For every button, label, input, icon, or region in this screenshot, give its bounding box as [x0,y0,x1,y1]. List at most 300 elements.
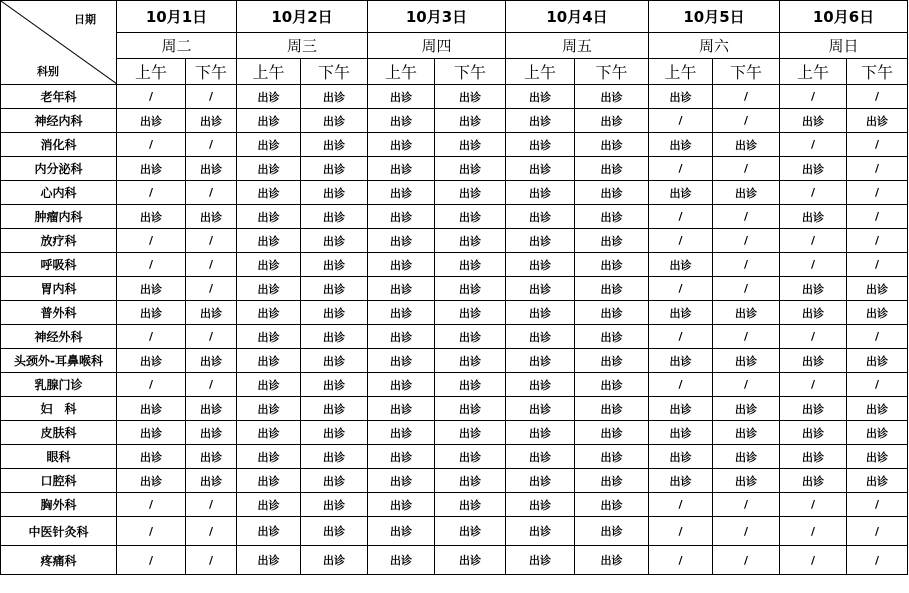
schedule-cell: 出诊 [368,349,435,373]
department-name: 普外科 [1,301,117,325]
schedule-cell: / [847,253,908,277]
morning-header: 上午 [649,58,713,84]
date-header: 10月6日 [780,1,908,33]
schedule-cell: 出诊 [368,397,435,421]
schedule-cell: 出诊 [117,445,186,469]
afternoon-header: 下午 [186,58,237,84]
schedule-cell: 出诊 [506,546,575,575]
schedule-cell: 出诊 [575,277,649,301]
weekday-header: 周五 [506,33,649,58]
schedule-cell: 出诊 [237,469,301,493]
table-row [1,229,908,253]
schedule-cell: 出诊 [847,469,908,493]
schedule-cell: 出诊 [186,397,237,421]
table-row [1,349,908,373]
schedule-cell: 出诊 [435,229,506,253]
schedule-cell: 出诊 [237,277,301,301]
schedule-cell: / [713,277,780,301]
schedule-cell: / [117,133,186,157]
schedule-cell: 出诊 [368,325,435,349]
schedule-cell: 出诊 [575,397,649,421]
schedule-cell: 出诊 [780,157,847,181]
schedule-cell: 出诊 [575,109,649,133]
schedule-cell: / [847,325,908,349]
schedule-cell: 出诊 [237,373,301,397]
schedule-cell: 出诊 [237,229,301,253]
schedule-cell: 出诊 [117,301,186,325]
schedule-cell: 出诊 [368,277,435,301]
schedule-cell: 出诊 [649,421,713,445]
schedule-cell: / [780,325,847,349]
schedule-cell: 出诊 [435,373,506,397]
schedule-cell: / [117,253,186,277]
schedule-cell: / [649,157,713,181]
department-name: 疼痛科 [1,546,117,575]
schedule-cell: 出诊 [649,349,713,373]
schedule-cell: / [713,325,780,349]
schedule-cell: 出诊 [237,397,301,421]
table-row [1,301,908,325]
schedule-cell: 出诊 [435,421,506,445]
schedule-cell: 出诊 [649,469,713,493]
department-name: 呼吸科 [1,253,117,277]
schedule-cell: 出诊 [368,229,435,253]
date-header: 10月1日 [117,1,237,33]
schedule-cell: 出诊 [435,157,506,181]
schedule-cell: 出诊 [780,277,847,301]
schedule-cell: 出诊 [506,325,575,349]
schedule-cell: 出诊 [506,517,575,546]
schedule-cell: / [186,253,237,277]
schedule-cell: 出诊 [237,546,301,575]
schedule-cell: 出诊 [575,445,649,469]
schedule-cell: 出诊 [713,469,780,493]
schedule-cell: / [117,229,186,253]
schedule-cell: 出诊 [237,133,301,157]
schedule-cell: 出诊 [780,445,847,469]
schedule-cell: / [780,253,847,277]
schedule-cell: / [117,85,186,109]
schedule-cell: / [847,373,908,397]
schedule-cell: / [649,229,713,253]
schedule-cell: 出诊 [301,493,368,517]
table-row [1,133,908,157]
schedule-cell: 出诊 [301,85,368,109]
schedule-cell: 出诊 [186,205,237,229]
schedule-cell: 出诊 [368,109,435,133]
schedule-cell: 出诊 [713,445,780,469]
schedule-cell: 出诊 [713,397,780,421]
schedule-cell: / [186,229,237,253]
schedule-cell: 出诊 [237,493,301,517]
schedule-cell: 出诊 [847,349,908,373]
department-name: 内分泌科 [1,157,117,181]
schedule-cell: 出诊 [117,349,186,373]
morning-header: 上午 [506,58,575,84]
schedule-cell: / [847,181,908,205]
schedule-cell: / [780,133,847,157]
date-header: 10月5日 [649,1,780,33]
schedule-cell: / [117,373,186,397]
schedule-cell: / [117,517,186,546]
schedule-cell: 出诊 [575,421,649,445]
department-name: 皮肤科 [1,421,117,445]
schedule-cell: 出诊 [301,133,368,157]
morning-header: 上午 [237,58,301,84]
schedule-cell: / [847,157,908,181]
schedule-cell: / [780,85,847,109]
department-name: 老年科 [1,85,117,109]
schedule-cell: / [649,517,713,546]
schedule-cell: 出诊 [368,301,435,325]
schedule-cell: 出诊 [117,469,186,493]
schedule-cell: 出诊 [506,277,575,301]
schedule-cell: 出诊 [368,493,435,517]
schedule-cell: / [713,373,780,397]
schedule-cell: 出诊 [575,181,649,205]
schedule-cell: 出诊 [506,397,575,421]
schedule-cell: / [713,85,780,109]
department-name: 肿瘤内科 [1,205,117,229]
table-row [1,493,908,517]
schedule-cell: / [186,181,237,205]
schedule-cell: 出诊 [713,349,780,373]
schedule-cell: 出诊 [435,109,506,133]
schedule-cell: 出诊 [435,277,506,301]
table-row [1,253,908,277]
table-row [1,157,908,181]
schedule-cell: 出诊 [301,546,368,575]
weekday-header: 周二 [117,33,237,58]
schedule-cell: 出诊 [301,181,368,205]
schedule-cell: 出诊 [575,325,649,349]
schedule-cell: / [780,373,847,397]
schedule-cell: 出诊 [649,253,713,277]
department-name: 放疗科 [1,229,117,253]
department-name: 头颈外-耳鼻喉科 [1,349,117,373]
schedule-cell: 出诊 [368,421,435,445]
schedule-cell: 出诊 [435,397,506,421]
schedule-cell: 出诊 [301,517,368,546]
schedule-cell: 出诊 [435,301,506,325]
table-row [1,181,908,205]
schedule-cell: 出诊 [847,445,908,469]
schedule-cell: 出诊 [506,253,575,277]
schedule-cell: 出诊 [847,397,908,421]
weekday-header: 周六 [649,33,780,58]
schedule-cell: 出诊 [186,301,237,325]
schedule-cell: 出诊 [575,229,649,253]
schedule-cell: 出诊 [713,421,780,445]
schedule-cell: 出诊 [435,133,506,157]
schedule-cell: / [713,253,780,277]
schedule-cell: / [649,373,713,397]
schedule-cell: 出诊 [649,301,713,325]
afternoon-header: 下午 [575,58,649,84]
afternoon-header: 下午 [301,58,368,84]
schedule-cell: 出诊 [301,277,368,301]
table-row [1,205,908,229]
schedule-cell: 出诊 [186,157,237,181]
date-header: 10月4日 [506,1,649,33]
department-name: 口腔科 [1,469,117,493]
table-row [1,373,908,397]
schedule-cell: 出诊 [506,445,575,469]
schedule-cell: 出诊 [575,373,649,397]
schedule-cell: 出诊 [575,349,649,373]
schedule-cell: / [780,517,847,546]
schedule-cell: 出诊 [368,85,435,109]
schedule-cell: 出诊 [301,469,368,493]
schedule-cell: / [847,493,908,517]
schedule-cell: / [186,277,237,301]
weekday-header: 周四 [368,33,506,58]
schedule-cell: 出诊 [301,253,368,277]
corner-dept-label: 科别 [37,65,59,78]
schedule-cell: 出诊 [368,157,435,181]
header-corner [1,1,117,85]
schedule-cell: / [780,493,847,517]
schedule-cell: 出诊 [575,157,649,181]
schedule-cell: / [847,205,908,229]
schedule-cell: 出诊 [713,133,780,157]
schedule-cell: 出诊 [780,109,847,133]
schedule-cell: 出诊 [368,253,435,277]
department-name: 胸外科 [1,493,117,517]
schedule-cell: / [713,157,780,181]
schedule-cell: / [847,133,908,157]
schedule-cell: 出诊 [506,85,575,109]
schedule-cell: 出诊 [368,205,435,229]
schedule-cell: 出诊 [237,253,301,277]
schedule-cell: 出诊 [301,373,368,397]
schedule-cell: 出诊 [186,421,237,445]
schedule-cell: 出诊 [117,205,186,229]
department-name: 心内科 [1,181,117,205]
schedule-cell: 出诊 [301,397,368,421]
schedule-cell: 出诊 [575,205,649,229]
schedule-cell: 出诊 [780,469,847,493]
schedule-cell: / [847,517,908,546]
schedule-cell: / [780,229,847,253]
schedule-cell: / [780,181,847,205]
schedule-cell: 出诊 [186,445,237,469]
schedule-cell: / [649,109,713,133]
department-name: 眼科 [1,445,117,469]
schedule-cell: / [186,517,237,546]
schedule-cell: 出诊 [301,421,368,445]
schedule-cell: 出诊 [780,421,847,445]
schedule-cell: 出诊 [847,109,908,133]
schedule-cell: 出诊 [575,301,649,325]
schedule-cell: 出诊 [506,229,575,253]
date-header: 10月3日 [368,1,506,33]
schedule-cell: 出诊 [301,325,368,349]
schedule-cell: 出诊 [847,277,908,301]
schedule-cell: 出诊 [301,301,368,325]
schedule-cell: 出诊 [575,253,649,277]
corner-date-label: 日期 [74,13,96,26]
table-row [1,325,908,349]
schedule-cell: 出诊 [435,205,506,229]
schedule-cell: 出诊 [506,301,575,325]
department-name: 神经外科 [1,325,117,349]
afternoon-header: 下午 [847,58,908,84]
department-name: 妇 科 [1,397,117,421]
table-row [1,85,908,109]
schedule-cell: 出诊 [649,445,713,469]
schedule-cell: / [186,493,237,517]
schedule-cell: 出诊 [435,181,506,205]
schedule-cell: / [117,546,186,575]
date-header: 10月2日 [237,1,368,33]
schedule-cell: 出诊 [435,85,506,109]
schedule-cell: 出诊 [368,445,435,469]
schedule-cell: 出诊 [713,301,780,325]
schedule-cell: / [117,325,186,349]
schedule-cell: 出诊 [368,373,435,397]
schedule-cell: 出诊 [435,493,506,517]
schedule-cell: / [649,205,713,229]
department-name: 中医针灸科 [1,517,117,546]
schedule-cell: / [649,493,713,517]
schedule-cell: 出诊 [301,157,368,181]
schedule-cell: / [713,205,780,229]
schedule-cell: 出诊 [237,325,301,349]
schedule-cell: 出诊 [575,517,649,546]
schedule-cell: 出诊 [506,205,575,229]
schedule-cell: / [847,229,908,253]
schedule-cell: / [713,517,780,546]
schedule-cell: 出诊 [301,349,368,373]
schedule-cell: / [713,546,780,575]
schedule-cell: 出诊 [575,85,649,109]
schedule-cell: / [117,493,186,517]
schedule-cell: / [117,181,186,205]
afternoon-header: 下午 [713,58,780,84]
schedule-cell: 出诊 [506,349,575,373]
schedule-cell: 出诊 [780,205,847,229]
schedule-cell: 出诊 [368,133,435,157]
schedule-cell: / [713,229,780,253]
table-row [1,421,908,445]
schedule-cell: 出诊 [117,157,186,181]
schedule-cell: 出诊 [117,397,186,421]
schedule-cell: 出诊 [117,421,186,445]
schedule-cell: 出诊 [301,109,368,133]
schedule-cell: 出诊 [237,517,301,546]
department-name: 神经内科 [1,109,117,133]
schedule-cell: 出诊 [368,517,435,546]
schedule-cell: 出诊 [649,397,713,421]
schedule-cell: 出诊 [506,181,575,205]
schedule-cell: 出诊 [435,445,506,469]
schedule-cell: / [713,493,780,517]
weekday-header: 周三 [237,33,368,58]
schedule-cell: / [847,546,908,575]
schedule-cell: 出诊 [435,546,506,575]
weekday-header: 周日 [780,33,908,58]
schedule-cell: 出诊 [237,181,301,205]
schedule-cell: 出诊 [435,517,506,546]
schedule-cell: 出诊 [506,421,575,445]
schedule-cell: 出诊 [575,133,649,157]
schedule-cell: 出诊 [301,229,368,253]
schedule-cell: / [780,546,847,575]
schedule-cell: 出诊 [575,493,649,517]
schedule-cell: 出诊 [237,445,301,469]
schedule-cell: 出诊 [186,469,237,493]
schedule-cell: 出诊 [237,205,301,229]
table-row [1,109,908,133]
schedule-cell: / [186,133,237,157]
schedule-cell: 出诊 [713,181,780,205]
schedule-cell: 出诊 [847,421,908,445]
schedule-cell: 出诊 [117,109,186,133]
schedule-cell: 出诊 [117,277,186,301]
schedule-cell: 出诊 [435,469,506,493]
morning-header: 上午 [117,58,186,84]
schedule-cell: 出诊 [506,493,575,517]
schedule-cell: / [186,325,237,349]
schedule-cell: 出诊 [649,181,713,205]
schedule-cell: 出诊 [506,469,575,493]
schedule-cell: 出诊 [368,181,435,205]
table-row [1,397,908,421]
table-row [1,517,908,546]
schedule-cell: / [847,85,908,109]
schedule-cell: 出诊 [368,546,435,575]
schedule-cell: / [649,277,713,301]
department-name: 消化科 [1,133,117,157]
morning-header: 上午 [780,58,847,84]
table-row [1,469,908,493]
schedule-cell: 出诊 [435,325,506,349]
schedule-cell: 出诊 [575,546,649,575]
schedule-cell: / [186,85,237,109]
schedule-cell: / [649,546,713,575]
afternoon-header: 下午 [435,58,506,84]
morning-header: 上午 [368,58,435,84]
department-name: 胃内科 [1,277,117,301]
schedule-cell: 出诊 [575,469,649,493]
table-row [1,546,908,575]
schedule-cell: 出诊 [506,373,575,397]
schedule-cell: 出诊 [368,469,435,493]
schedule-cell: 出诊 [780,397,847,421]
department-name: 乳腺门诊 [1,373,117,397]
schedule-cell: 出诊 [780,349,847,373]
schedule-cell: 出诊 [237,421,301,445]
schedule-cell: 出诊 [780,301,847,325]
schedule-cell: 出诊 [237,157,301,181]
schedule-cell: 出诊 [649,85,713,109]
schedule-cell: 出诊 [435,253,506,277]
schedule-cell: 出诊 [237,349,301,373]
schedule-cell: 出诊 [435,349,506,373]
table-row [1,445,908,469]
schedule-cell: 出诊 [237,109,301,133]
schedule-cell: / [713,109,780,133]
schedule-cell: 出诊 [649,133,713,157]
schedule-cell: 出诊 [186,109,237,133]
schedule-cell: 出诊 [301,205,368,229]
table-row [1,277,908,301]
schedule-cell: 出诊 [847,301,908,325]
schedule-cell: / [186,373,237,397]
schedule-cell: / [186,546,237,575]
schedule-cell: 出诊 [186,349,237,373]
